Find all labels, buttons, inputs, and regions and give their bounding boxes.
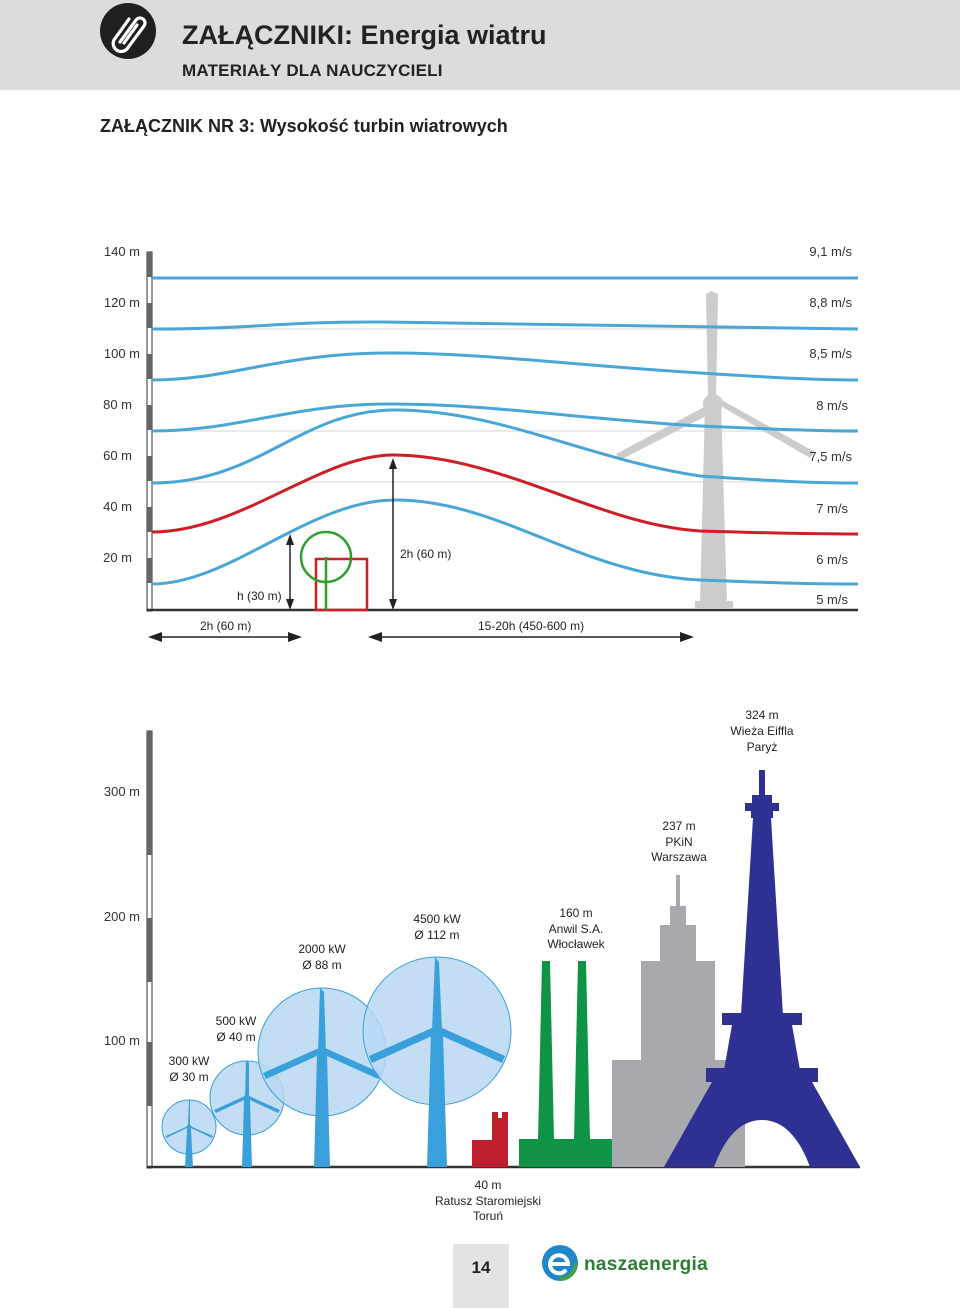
brand-name: naszaenergia xyxy=(584,1254,708,1275)
height-label: 300 m xyxy=(103,784,140,799)
label-4500kw-power: 4500 kW xyxy=(413,912,461,926)
height-label: 60 m xyxy=(103,448,132,463)
page-header xyxy=(0,0,960,90)
label-2000kw-power: 2000 kW xyxy=(298,942,346,956)
header-title: ZAŁĄCZNIKI: Energia wiatru xyxy=(182,20,547,50)
small-turbine xyxy=(301,532,351,610)
height-arrow-2h xyxy=(389,458,397,610)
label-anwil-name: Anwil S.A. xyxy=(548,922,604,936)
section-title: ZAŁĄCZNIK NR 3: Wysokość turbin wiatrowych xyxy=(100,116,508,136)
label-townhall-city: Toruń xyxy=(472,1209,504,1223)
speed-label: 5 m/s xyxy=(816,592,848,607)
wind-line xyxy=(152,500,858,584)
height-label: 100 m xyxy=(103,1033,140,1048)
height-label: 20 m xyxy=(103,550,132,565)
label-2000kw-diameter: Ø 88 m xyxy=(302,958,342,972)
label-500kw-power: 500 kW xyxy=(215,1014,257,1028)
label-pkin-name: PKiN xyxy=(665,835,693,849)
height-comparison-diagram xyxy=(0,700,960,1230)
speed-label: 7,5 m/s xyxy=(809,449,852,464)
label-pkin-city: Warszawa xyxy=(651,850,707,864)
height-scale-bar xyxy=(147,252,152,611)
speed-label: 6 m/s xyxy=(816,552,848,567)
label-anwil-city: Włocławek xyxy=(547,937,605,951)
page-number: 14 xyxy=(471,1258,491,1277)
label-townhall-height: 40 m xyxy=(474,1178,502,1192)
height-label: 200 m xyxy=(103,909,140,924)
label-pkin-height: 237 m xyxy=(662,819,696,833)
turbine-4500kw xyxy=(363,957,511,1167)
height-label: 40 m xyxy=(103,499,132,514)
label-4500kw-diameter: Ø 112 m xyxy=(414,928,460,942)
town-hall-silhouette xyxy=(472,1112,508,1167)
annotation-h: h (30 m) xyxy=(237,589,282,603)
brand-logo-icon xyxy=(540,1243,580,1283)
height-label: 80 m xyxy=(103,397,132,412)
label-eiffel-city: Paryż xyxy=(746,740,778,754)
height-label: 100 m xyxy=(103,346,140,361)
speed-label: 8 m/s xyxy=(816,398,848,413)
wind-line xyxy=(152,353,858,380)
turbine-300kw xyxy=(162,1099,216,1167)
annotation-2h-distance: 2h (60 m) xyxy=(200,619,252,633)
label-500kw-diameter: Ø 40 m xyxy=(216,1030,256,1044)
height-label: 140 m xyxy=(103,244,140,259)
label-anwil-height: 160 m xyxy=(559,906,593,920)
wind-profile-diagram xyxy=(0,230,960,660)
speed-label: 7 m/s xyxy=(816,501,848,516)
label-300kw-power: 300 kW xyxy=(168,1054,210,1068)
height-arrow-h xyxy=(286,534,294,610)
distance-arrow-upwind xyxy=(148,632,302,642)
speed-label: 8,5 m/s xyxy=(809,346,852,361)
label-eiffel-name: Wieża Eiffla xyxy=(730,724,794,738)
annotation-2h-height: 2h (60 m) xyxy=(400,547,452,561)
header-subtitle: MATERIAŁY DLA NAUCZYCIELI xyxy=(182,61,443,80)
label-townhall-name: Ratusz Staromiejski xyxy=(434,1194,542,1208)
label-eiffel-height: 324 m xyxy=(745,708,779,722)
large-turbine-silhouette xyxy=(616,291,815,609)
height-scale-bar xyxy=(147,731,152,1168)
height-label: 120 m xyxy=(103,295,140,310)
obstacle-building xyxy=(316,559,367,610)
distance-arrow-wake xyxy=(368,632,694,642)
wind-line xyxy=(152,322,858,329)
speed-label: 9,1 m/s xyxy=(809,244,852,259)
label-300kw-diameter: Ø 30 m xyxy=(169,1070,209,1084)
annotation-wake-distance: 15-20h (450-600 m) xyxy=(478,619,585,633)
speed-label: 8,8 m/s xyxy=(809,295,852,310)
paperclip-icon xyxy=(100,3,156,59)
